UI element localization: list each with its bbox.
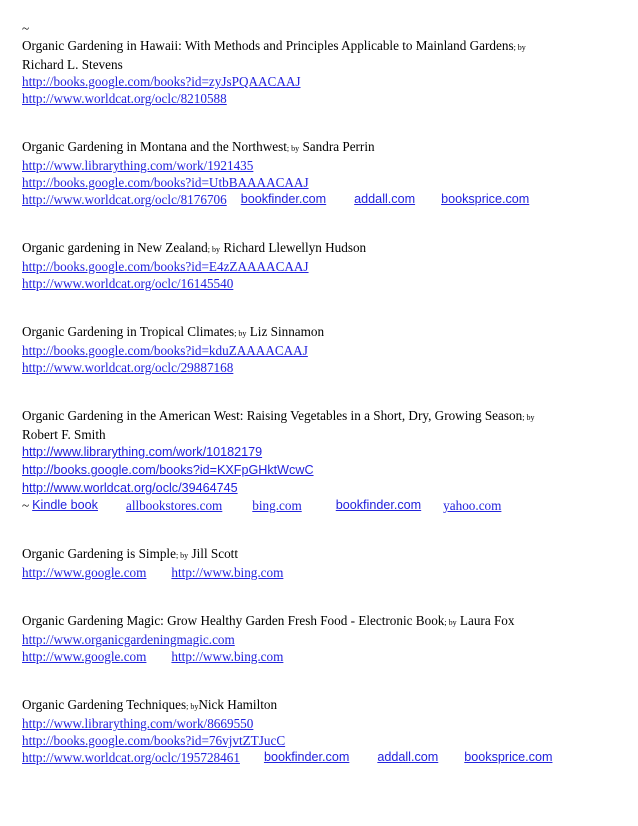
book-title: Organic Gardening is Simple [22,546,176,561]
title-line [22,239,622,258]
by-label: ; by [513,43,526,52]
book-entry [22,239,622,292]
bookfinder-link[interactable]: bookfinder.com [240,192,327,206]
by-label: ; by [286,144,300,153]
bookfinder-link[interactable]: bookfinder.com [263,750,350,764]
addall-link[interactable]: addall.com [354,192,416,206]
book-title: Organic Gardening Techniques [22,697,187,712]
book-entry [22,696,622,766]
author: Robert F. Smith [22,427,106,442]
by-label: ; by [444,618,457,627]
worldcat-link[interactable]: http://www.worldcat.org/oclc/195728461 [22,750,240,765]
librarything-link[interactable]: http://www.librarything.com/work/8669550 [22,716,254,731]
book-title: Organic Gardening Magic: Grow Healthy Garden Fresh Food - Electronic Book [22,613,445,628]
document-body [22,20,622,797]
title-line [22,696,622,715]
author: Sandra Perrin [302,139,375,154]
google-books-link[interactable]: http://books.google.com/books?id=zyJsPQAACAAJ [22,74,301,89]
google-books-link[interactable]: http://books.google.com/books?id=E4zZAAAACAAJ [22,259,309,274]
top-mark: ~ [22,21,30,36]
by-label: ; by [175,551,189,560]
tilde-mark: ~ [22,498,30,513]
google-link[interactable]: http://www.google.com [22,565,147,580]
book-title: Organic Gardening in Tropical Climates [22,324,235,339]
book-title: Organic Gardening in Montana and the Northwest [22,139,287,154]
worldcat-link[interactable]: http://www.worldcat.org/oclc/8210588 [22,91,227,106]
organicgardeningmagic-link[interactable]: http://www.organicgardeningmagic.com [22,632,235,647]
booksprice-link[interactable]: booksprice.com [441,192,530,206]
title-line [22,545,622,564]
author: Laura Fox [459,613,515,628]
title-line [22,612,622,631]
title-line [22,138,622,157]
google-books-link[interactable]: http://books.google.com/books?id=UtbBAAAACAAJ [22,175,309,190]
google-link[interactable]: http://www.google.com [22,649,147,664]
book-entry [22,407,622,514]
bing-link[interactable]: http://www.bing.com [171,649,284,664]
author: Jill Scott [191,546,239,561]
author: Liz Sinnamon [249,324,325,339]
google-books-link[interactable]: http://books.google.com/books?id=kduZAAAACAAJ [22,343,308,358]
book-entry [22,545,622,581]
by-label: ; by [186,702,199,711]
booksprice-link[interactable]: booksprice.com [464,750,553,764]
author: Richard L. Stevens [22,57,123,72]
author: Richard Llewellyn Hudson [223,240,367,255]
book-entry [22,323,622,376]
kindle-book-link[interactable]: Kindle book [32,498,98,512]
by-label: ; by [234,329,247,338]
worldcat-link[interactable]: http://www.worldcat.org/oclc/39464745 [22,481,238,495]
allbookstores-link[interactable]: allbookstores.com [125,498,223,513]
by-label: ; by [207,245,221,254]
by-label: ; by [522,413,535,422]
title-line [22,37,622,56]
book-title: Organic gardening in New Zealand [22,240,208,255]
bookfinder-link[interactable]: bookfinder.com [335,498,422,512]
librarything-link[interactable]: http://www.librarything.com/work/10182179 [22,445,263,459]
author: Nick Hamilton [198,697,278,712]
book-entry [22,612,622,665]
worldcat-link[interactable]: http://www.worldcat.org/oclc/16145540 [22,276,234,291]
google-books-link[interactable]: http://books.google.com/books?id=76vjvtZTJucC [22,733,286,748]
bing-link[interactable]: http://www.bing.com [171,565,284,580]
google-books-link[interactable]: http://books.google.com/books?id=KXFpGHktWcwC [22,463,314,477]
addall-link[interactable]: addall.com [377,750,439,764]
book-title: Organic Gardening in the American West: Raising Vegetables in a Short, Dry, Growing Season [22,408,523,423]
yahoo-link[interactable]: yahoo.com [443,498,502,513]
bing-link[interactable]: bing.com [252,498,302,513]
book-entry [22,37,622,107]
title-line [22,407,622,426]
worldcat-link[interactable]: http://www.worldcat.org/oclc/8176706 [22,192,227,207]
book-title: Organic Gardening in Hawaii: With Methods and Principles Applicable to Mainland Gardens [22,38,514,53]
title-line [22,323,622,342]
librarything-link[interactable]: http://www.librarything.com/work/1921435 [22,158,254,173]
worldcat-link[interactable]: http://www.worldcat.org/oclc/29887168 [22,360,234,375]
book-entry [22,138,622,208]
